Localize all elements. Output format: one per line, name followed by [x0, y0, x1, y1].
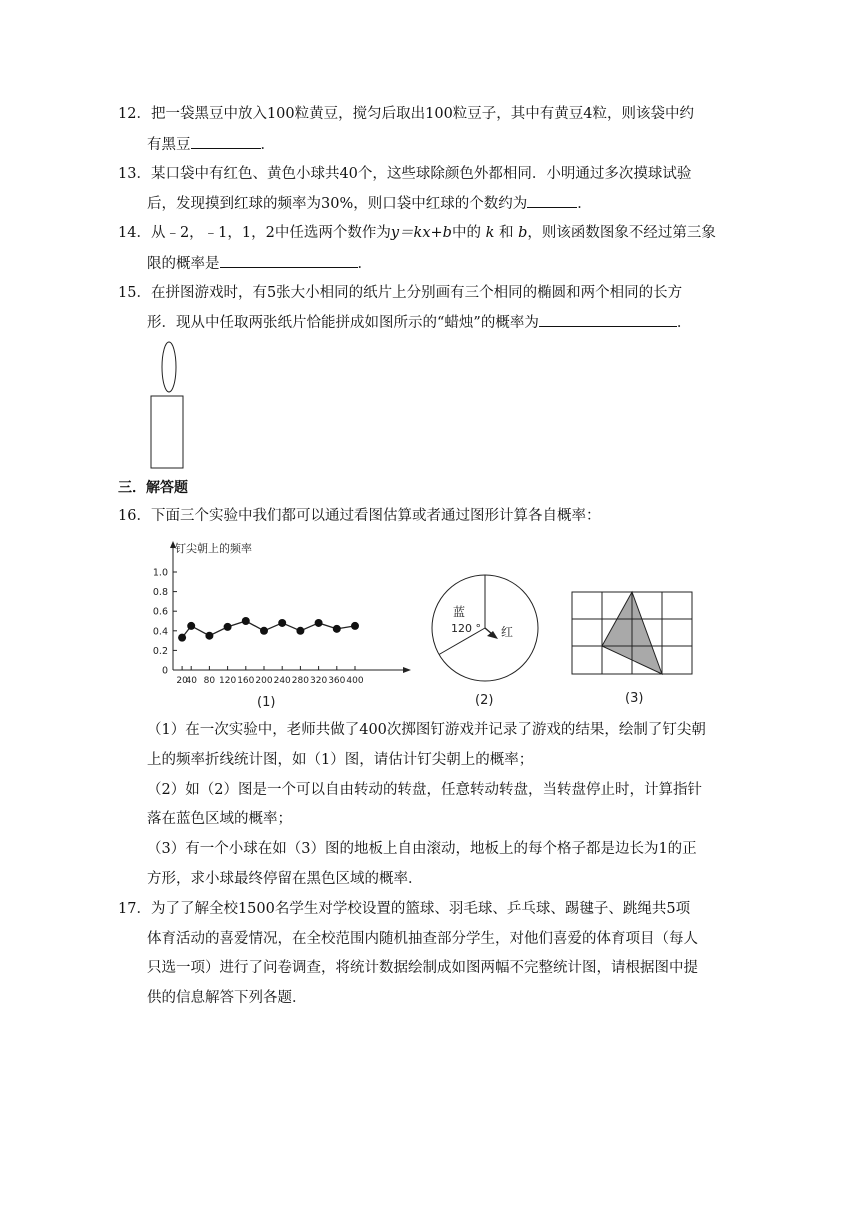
q15-line2	[147, 312, 691, 333]
q16-part1-line1: （1）在一次实验中，老师共做了400次掷图钉游戏并记录了游戏的结果，绘制了钉尖朝	[147, 722, 706, 738]
y-tick-labels	[153, 568, 168, 677]
q15-period: ．	[676, 315, 692, 331]
frequency-point	[351, 622, 359, 630]
q15-line1	[118, 283, 682, 303]
frequency-point	[224, 623, 232, 631]
frequency-point	[296, 627, 304, 635]
frequency-point	[333, 625, 341, 633]
x-tick-label: 120	[219, 676, 237, 686]
candle-figure	[145, 338, 195, 473]
spinner-angle-label: 120 °	[451, 622, 481, 635]
q13-period: ．	[577, 196, 592, 212]
candle-flame-ellipse	[162, 342, 176, 392]
q12-line2	[147, 134, 275, 155]
x-tick-label: 360	[328, 676, 346, 686]
y-tick-label: 0	[161, 665, 168, 677]
q16-number: 16．	[118, 508, 151, 524]
q15-text-2: 形．现从中任取两张纸片恰能拼成如图所示的“蜡烛”的概率为	[147, 315, 539, 331]
fig2-caption: (2)	[475, 693, 494, 708]
x-tick-label: 80	[203, 676, 216, 686]
x-tick-label: 160	[237, 676, 255, 686]
q14-text-a: 从﹣2，﹣1，1，2中任选两个数作为	[150, 225, 391, 241]
frequency-point	[187, 622, 195, 630]
q12-line1	[118, 104, 694, 124]
frequency-line-chart	[145, 538, 417, 713]
q14-formula: y＝kx+b	[390, 225, 452, 241]
spinner-figure	[425, 572, 545, 712]
frequency-point	[278, 619, 286, 627]
q16-part3-line2: 方形，求小球最终停留在黑色区域的概率．	[147, 871, 423, 887]
q16-part1-line2: 上的频率折线统计图，如（1）图，请估计钉尖朝上的概率；	[147, 752, 534, 768]
q14-line1	[118, 223, 716, 243]
q12-answer-blank[interactable]	[191, 134, 261, 149]
q12-number: 12．	[118, 106, 151, 122]
frequency-point	[242, 617, 250, 625]
frequency-point	[178, 634, 186, 642]
q16-intro	[118, 506, 600, 526]
y-tick-label: 0.4	[152, 626, 168, 638]
x-tick-label: 240	[273, 676, 291, 686]
y-tick-label: 0.8	[152, 587, 168, 599]
spinner-blue-label: 蓝	[453, 605, 466, 619]
q13-text: 某口袋中有红色、黄色小球共40个，这些球除颜色外都相同．小明通过多次摸球试验	[150, 166, 692, 182]
q13-text-2: 后，发现摸到红球的频率为30%，则口袋中红球的个数约为	[147, 196, 528, 212]
q14-text-2: 限的概率是	[147, 256, 220, 272]
y-tick-label: 0.2	[152, 645, 168, 657]
q16-part2-line2: 落在蓝色区域的概率；	[147, 811, 292, 827]
chart-axes	[170, 541, 411, 673]
frequency-series	[178, 617, 359, 642]
q13-line1	[118, 164, 691, 184]
floor-grid	[572, 592, 692, 674]
q13-line2	[147, 193, 592, 214]
q16-part2-line1: （2）如（2）图是一个可以自由转动的转盘，任意转动转盘，当转盘停止时，计算指针	[147, 782, 702, 798]
x-tick-label: 20	[176, 676, 188, 686]
y-axis-title: 钉尖朝上的频率	[175, 542, 252, 555]
spinner-pointer-arrow-icon	[487, 631, 498, 639]
q17-line1	[118, 899, 690, 919]
q14-period: ．	[357, 256, 372, 272]
q13-number: 13．	[118, 166, 151, 182]
q14-number: 14．	[118, 225, 151, 241]
x-axis-arrow-icon	[403, 667, 411, 673]
q14-text-d: ，则该函数图象不经过第三象	[527, 225, 716, 241]
frequency-point	[315, 619, 323, 627]
q12-text: 把一袋黑豆中放入100粒黄豆，搅匀后取出100粒豆子，其中有黄豆4粒，则该袋中约	[150, 106, 695, 122]
x-tick-label: 400	[346, 676, 364, 686]
q14-b: b	[518, 225, 528, 241]
grid-figure	[570, 588, 700, 706]
fig3-caption: (3)	[625, 691, 644, 706]
q14-line2	[147, 253, 372, 274]
q14-text-b: 中的	[451, 225, 481, 241]
q12-text-2: 有黑豆	[147, 137, 191, 153]
frequency-point	[205, 632, 213, 640]
x-tick-labels	[176, 676, 363, 686]
x-tick-label: 200	[255, 676, 273, 686]
fig1-caption: (1)	[257, 695, 276, 710]
q17-line4: 供的信息解答下列各题．	[147, 990, 307, 1006]
q14-text-c: 和	[498, 225, 514, 241]
q15-text: 在拼图游戏时，有5张大小相同的纸片上分别画有三个相同的椭圆和两个相同的长方	[150, 285, 683, 301]
q12-period: ．	[260, 137, 275, 153]
q17-text: 为了了解全校1500名学生对学校设置的篮球、羽毛球、乒乓球、踢毽子、跳绳共5项	[150, 901, 691, 917]
y-tick-label: 0.6	[152, 606, 168, 618]
y-tick-label: 1.0	[152, 567, 168, 579]
x-tick-label: 40	[185, 676, 197, 686]
q15-answer-blank[interactable]	[539, 312, 677, 327]
q16-part3-line1: （3）有一个小球在如（3）图的地板上自由滚动，地板上的每个格子都是边长为1的正	[147, 841, 697, 857]
q14-answer-blank[interactable]	[220, 253, 358, 268]
q17-number: 17．	[118, 901, 151, 917]
candle-body-rectangle	[151, 396, 183, 468]
q14-k: k	[485, 225, 495, 241]
q13-answer-blank[interactable]	[527, 193, 577, 208]
q15-number: 15．	[118, 285, 151, 301]
spinner-red-label: 红	[501, 625, 514, 639]
q17-line2: 体育活动的喜爱情况，在全校范围内随机抽查部分学生，对他们喜爱的体育项目（每人	[147, 931, 698, 947]
x-tick-label: 280	[291, 676, 309, 686]
section-title: 三．解答题	[118, 480, 188, 496]
q16-text: 下面三个实验中我们都可以通过看图估算或者通过图形计算各自概率：	[150, 508, 601, 524]
q17-line3: 只选一项）进行了问卷调查，将统计数据绘制成如图两幅不完整统计图，请根据图中提	[147, 960, 698, 976]
x-tick-label: 320	[310, 676, 328, 686]
frequency-point	[260, 627, 268, 635]
